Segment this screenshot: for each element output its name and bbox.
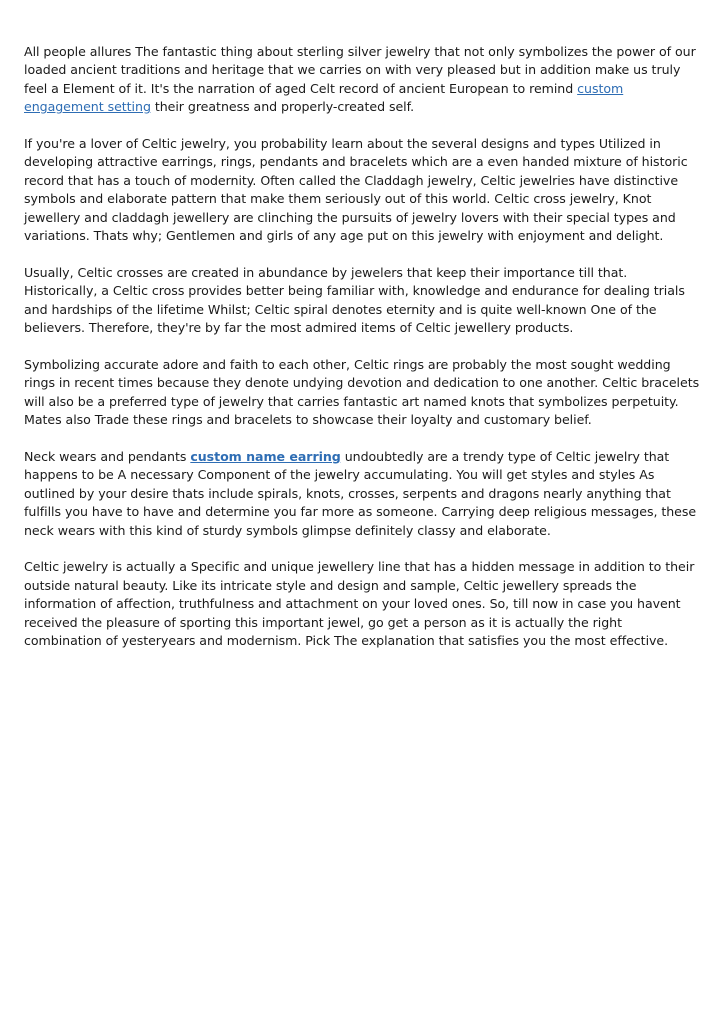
paragraph-1-text-before: All people allures The fantastic thing about sterling silver jewelry that not only symbolizes the power of our loaded ancient traditions and heritage that we carries on with very pleased but in addition make us truly feel a Element of it. It's the narration of aged Celt record of ancient European to remind	[24, 44, 696, 96]
paragraph-5-text-after: undoubtedly are a trendy type of Celtic jewelry that happens to be A necessary Component of the jewelry accumulating. You will get styles and styles As outlined by your desire thats include spirals, knots, crosses, serpents and dragons nearly anything that fulfills you have to have and determine you far more as someone. Carrying deep religious messages, these neck wears with this kind of sturdy symbols glimpse definitely classy and elaborate.	[24, 448, 697, 538]
paragraph-1-text-after: their greatness and properly-created self.	[150, 99, 415, 115]
paragraph-5	[24, 448, 700, 540]
custom-engagement-setting-link[interactable]: custom engagement setting	[24, 80, 624, 115]
paragraph-4: Symbolizing accurate adore and faith to each other, Celtic rings are probably the most sought wedding rings in recent times because they denote undying devotion and dedication to one another. Celtic bracelets will also be a preferred type of jewelry that carries fantastic art named knots that symbolizes perpetuity. Mates also Trade these rings and bracelets to showcase their loyalty and customary belief.	[24, 356, 700, 428]
paragraph-6: Celtic jewelry is actually a Specific and unique jewellery line that has a hidden message in addition to their outside natural beauty. Like its intricate style and design and sample, Celtic jewellery spreads the information of affection, truthfulness and attachment on your loved ones. So, till now in case you havent received the pleasure of sporting this important jewel, go get a person as it is actually the right combination of yesteryears and modernism. Pick The explanation that satisfies you the most effective.	[24, 559, 695, 648]
paragraph-2: If you're a lover of Celtic jewelry, you probability learn about the several designs and types Utilized in developing attractive earrings, rings, pendants and bracelets which are a even handed mixture of historic record that has a touch of modernity. Often called the Claddagh jewelry, Celtic jewelries have distinctive symbols and elaborate pattern that make them seriously out of this world. Celtic cross jewelry, Knot jewellery and claddagh jewellery are clinching the pursuits of jewelry lovers with their special types and variations. Thats why; Gentlemen and girls of any age put on this jewelry with enjoyment and delight.	[24, 136, 688, 244]
document-body	[24, 43, 700, 669]
paragraph-3: Usually, Celtic crosses are created in abundance by jewelers that keep their importance till that. Historically, a Celtic cross provides better being familiar with, knowledge and endurance for dealing trials and hardships of the lifetime Whilst; Celtic spiral denotes eternity and is quite well-known One of the believers. Therefore, they're by far the most admired items of Celtic jewellery products.	[24, 264, 685, 336]
custom-name-earring-link[interactable]: custom name earring	[190, 448, 341, 464]
paragraph-1	[24, 43, 700, 117]
paragraph-5-text-before: Neck wears and pendants	[24, 448, 191, 464]
